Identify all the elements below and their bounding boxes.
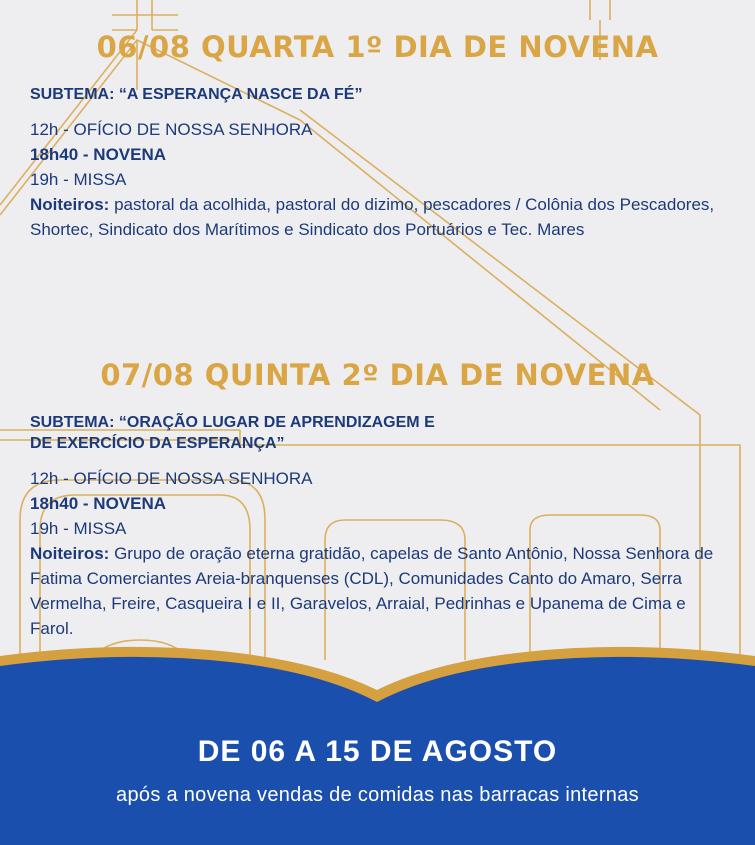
day2-line-missa: 19h - MISSA <box>30 519 127 538</box>
footer-date-range: DE 06 A 15 DE AGOSTO <box>197 735 558 768</box>
footer-subtitle: após a novena vendas de comidas nas barracas internas <box>116 784 639 806</box>
day2-block <box>30 412 730 641</box>
day2-title: 07/08 QUINTA 2º DIA DE NOVENA <box>100 358 655 392</box>
day1-line-oficio: 12h - OFÍCIO DE NOSSA SENHORA <box>30 120 313 139</box>
day2-subtema: SUBTEMA: “ORAÇÃO LUGAR DE APRENDIZAGEM E DE EXERCÍCIO DA ESPERANÇA” <box>30 414 435 452</box>
day2-noiteiros-label: Noiteiros: <box>30 544 110 563</box>
day1-subtema: SUBTEMA: “A ESPERANÇA NASCE DA FÉ” <box>30 86 363 103</box>
day1-line-novena: 18h40 - NOVENA <box>30 145 167 164</box>
day2-noiteiros <box>30 541 730 641</box>
day2-line-novena: 18h40 - NOVENA <box>30 494 167 513</box>
day1-line-missa: 19h - MISSA <box>30 170 127 189</box>
day2-noiteiros-text: Grupo de oração eterna gratidão, capelas de Santo Antônio, Nossa Senhora de Fatima Comerciantes Areia-branquenses (CDL), Comunidades Canto do Amaro, Serra Vermelha, Freire, Casqueira I e II, Garavelos, Arraial, Pedrinhas e Upanema de Cima e Farol. <box>30 544 714 638</box>
day2-line-oficio: 12h - OFÍCIO DE NOSSA SENHORA <box>30 469 313 488</box>
day2-schedule <box>30 466 730 541</box>
day1-noiteiros <box>30 192 730 242</box>
day1-noiteiros-label: Noiteiros: <box>30 195 110 214</box>
day1-title: 06/08 QUARTA 1º DIA DE NOVENA <box>96 30 659 64</box>
day1-schedule <box>30 117 730 192</box>
day1-noiteiros-text: pastoral da acolhida, pastoral do dizimo, pescadores / Colônia dos Pescadores, Shortec, Sindicato dos Marítimos e Sindicato dos Portuários e Tec. Mares <box>30 195 715 239</box>
day1-block <box>30 84 730 242</box>
